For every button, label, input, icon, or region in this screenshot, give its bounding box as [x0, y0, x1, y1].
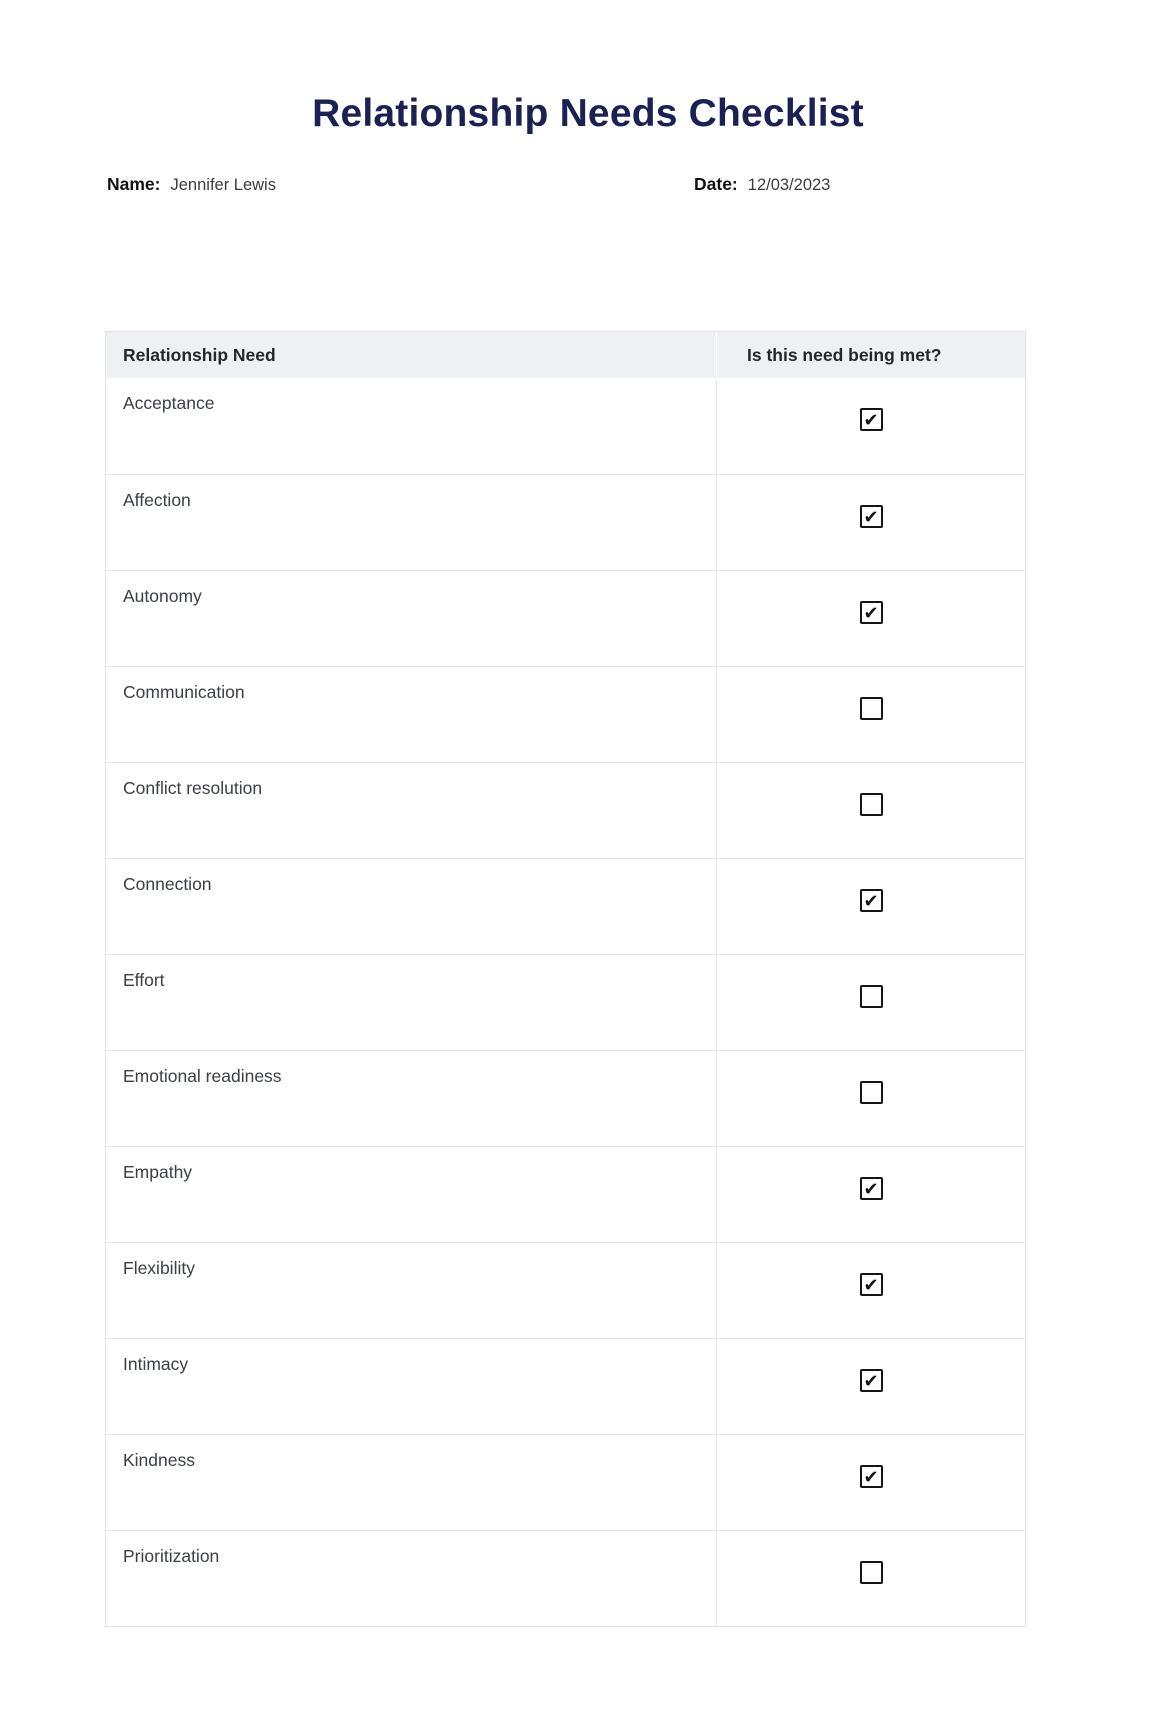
table-header-row [106, 332, 1025, 378]
checkbox-checked-icon[interactable]: ✔ [860, 1273, 883, 1296]
need-label: Communication [123, 682, 245, 702]
table-row [106, 1146, 1025, 1242]
meta-row [0, 174, 1176, 200]
need-cell [106, 475, 716, 570]
check-cell [716, 1435, 1025, 1530]
need-label: Prioritization [123, 1546, 220, 1566]
table-row [106, 1242, 1025, 1338]
need-cell [106, 955, 716, 1050]
checkbox-checked-icon[interactable]: ✔ [860, 1369, 883, 1392]
checkbox-checked-icon[interactable]: ✔ [860, 1465, 883, 1488]
checkbox-unchecked-icon[interactable] [860, 1081, 883, 1104]
table-row [106, 858, 1025, 954]
check-cell [716, 571, 1025, 666]
checkbox-checked-icon[interactable]: ✔ [860, 889, 883, 912]
need-label: Acceptance [123, 393, 215, 413]
name-value[interactable]: Jennifer Lewis [170, 176, 276, 194]
need-cell [106, 1147, 716, 1242]
need-cell [106, 1243, 716, 1338]
table-row [106, 1434, 1025, 1530]
checkbox-checked-icon[interactable]: ✔ [860, 601, 883, 624]
header-need-met: Is this need being met? [716, 332, 1025, 378]
checkbox-unchecked-icon[interactable] [860, 697, 883, 720]
check-cell [716, 1147, 1025, 1242]
name-field [107, 174, 276, 195]
table-row [106, 378, 1025, 474]
page-title: Relationship Needs Checklist [312, 92, 864, 135]
need-label: Kindness [123, 1450, 195, 1470]
table-row [106, 570, 1025, 666]
need-cell [106, 378, 716, 474]
need-cell [106, 1051, 716, 1146]
checkbox-checked-icon[interactable]: ✔ [860, 408, 883, 431]
need-label: Conflict resolution [123, 778, 263, 798]
need-label: Connection [123, 874, 212, 894]
check-cell [716, 1051, 1025, 1146]
need-cell [106, 1339, 716, 1434]
name-label: Name: [107, 174, 161, 194]
need-cell [106, 859, 716, 954]
table-row [106, 1530, 1025, 1626]
check-cell [716, 955, 1025, 1050]
check-cell [716, 1531, 1025, 1626]
table-row [106, 762, 1025, 858]
check-cell [716, 1243, 1025, 1338]
check-cell [716, 859, 1025, 954]
need-cell [106, 1531, 716, 1626]
table-row [106, 474, 1025, 570]
need-cell [106, 571, 716, 666]
need-cell [106, 667, 716, 762]
need-label: Intimacy [123, 1354, 189, 1374]
need-label: Affection [123, 490, 191, 510]
needs-table [105, 331, 1026, 1627]
table-body [106, 378, 1025, 1626]
date-field [694, 174, 830, 195]
table-row [106, 1338, 1025, 1434]
checkbox-checked-icon[interactable]: ✔ [860, 1177, 883, 1200]
need-label: Emotional readiness [123, 1066, 282, 1086]
check-cell [716, 1339, 1025, 1434]
need-label: Empathy [123, 1162, 193, 1182]
check-cell [716, 667, 1025, 762]
date-value[interactable]: 12/03/2023 [747, 176, 831, 194]
check-cell [716, 763, 1025, 858]
need-label: Effort [123, 970, 165, 990]
need-cell [106, 763, 716, 858]
need-label: Autonomy [123, 586, 202, 606]
table-row [106, 1050, 1025, 1146]
table-row [106, 954, 1025, 1050]
table-row [106, 666, 1025, 762]
check-cell [716, 378, 1025, 474]
checkbox-unchecked-icon[interactable] [860, 985, 883, 1008]
date-label: Date: [694, 174, 738, 194]
checkbox-checked-icon[interactable]: ✔ [860, 505, 883, 528]
header-relationship-need: Relationship Need [123, 344, 276, 365]
need-label: Flexibility [123, 1258, 195, 1278]
check-cell [716, 475, 1025, 570]
checkbox-unchecked-icon[interactable] [860, 1561, 883, 1584]
checkbox-unchecked-icon[interactable] [860, 793, 883, 816]
need-cell [106, 1435, 716, 1530]
